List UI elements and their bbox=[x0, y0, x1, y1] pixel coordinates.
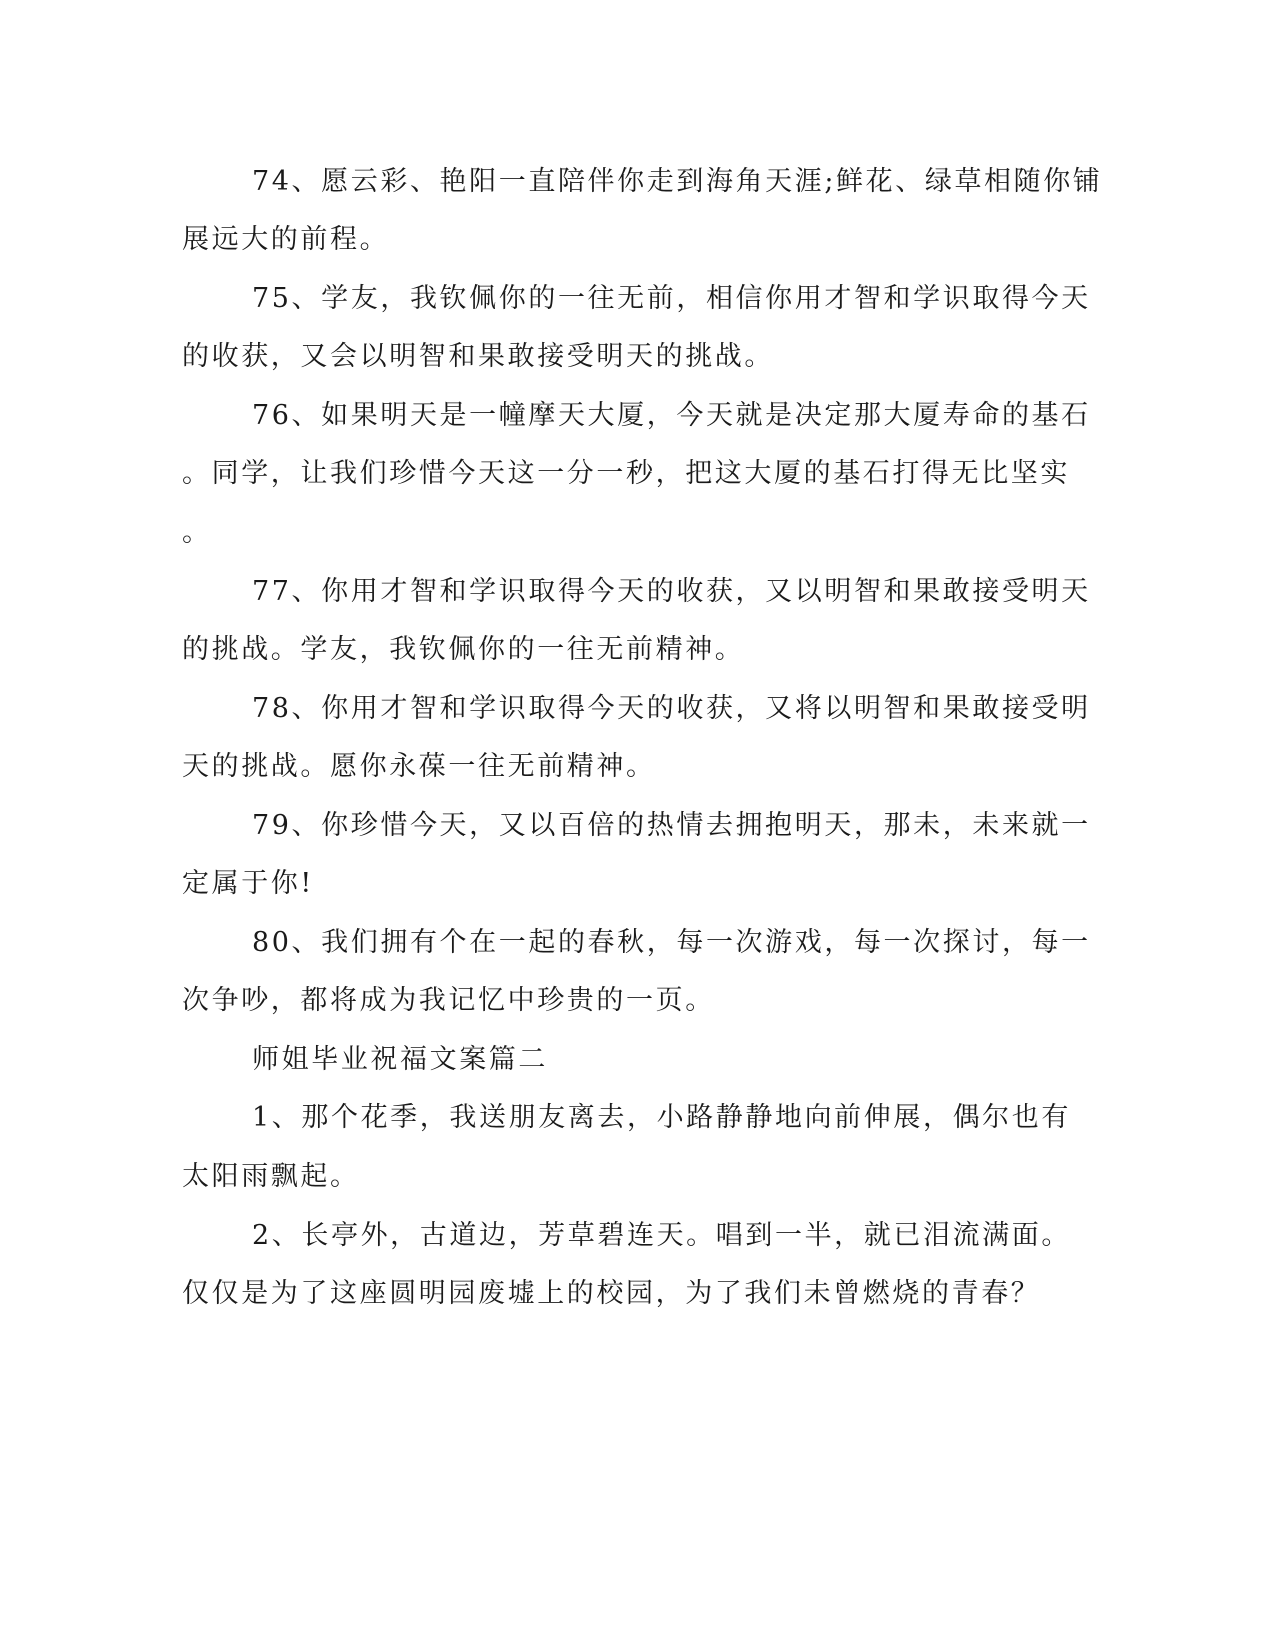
paragraph-74-line-2: 展远大的前程。 bbox=[182, 224, 390, 255]
paragraph-2-line-1: 2、长亭外，古道边，芳草碧连天。唱到一半，就已泪流满面。 bbox=[252, 1220, 1071, 1251]
paragraph-80-line-1: 80、我们拥有个在一起的春秋，每一次游戏，每一次探讨，每一 bbox=[252, 927, 1091, 958]
paragraph-75-line-2: 的收获，又会以明智和果敢接受明天的挑战。 bbox=[182, 341, 774, 372]
paragraph-2-line-2: 仅仅是为了这座圆明园废墟上的校园，为了我们未曾燃烧的青春？ bbox=[182, 1278, 1041, 1309]
paragraph-74-line-1: 74、愿云彩、艳阳一直陪伴你走到海角天涯;鲜花、绿草相随你铺 bbox=[252, 166, 1103, 197]
paragraph-1-line-1: 1、那个花季，我送朋友离去，小路静静地向前伸展，偶尔也有 bbox=[252, 1102, 1071, 1133]
paragraph-79-line-2: 定属于你! bbox=[182, 868, 314, 899]
section-heading: 师姐毕业祝福文案篇二 bbox=[252, 1044, 548, 1075]
paragraph-78-line-2: 天的挑战。愿你永葆一往无前精神。 bbox=[182, 751, 656, 782]
paragraph-76-line-1: 76、如果明天是一幢摩天大厦，今天就是决定那大厦寿命的基石 bbox=[252, 400, 1091, 431]
paragraph-78-line-1: 78、你用才智和学识取得今天的收获，又将以明智和果敢接受明 bbox=[252, 693, 1091, 724]
paragraph-77-line-2: 的挑战。学友，我钦佩你的一往无前精神。 bbox=[182, 634, 745, 665]
paragraph-80-line-2: 次争吵，都将成为我记忆中珍贵的一页。 bbox=[182, 985, 715, 1016]
paragraph-75-line-1: 75、学友，我钦佩你的一往无前，相信你用才智和学识取得今天 bbox=[252, 283, 1091, 314]
paragraph-76-line-3: 。 bbox=[182, 517, 212, 548]
paragraph-76-line-2: 。同学，让我们珍惜今天这一分一秒，把这大厦的基石打得无比坚实 bbox=[182, 458, 1070, 489]
paragraph-1-line-2: 太阳雨飘起。 bbox=[182, 1161, 360, 1192]
paragraph-79-line-1: 79、你珍惜今天，又以百倍的热情去拥抱明天，那未，未来就一 bbox=[252, 810, 1091, 841]
paragraph-77-line-1: 77、你用才智和学识取得今天的收获，又以明智和果敢接受明天 bbox=[252, 576, 1091, 607]
